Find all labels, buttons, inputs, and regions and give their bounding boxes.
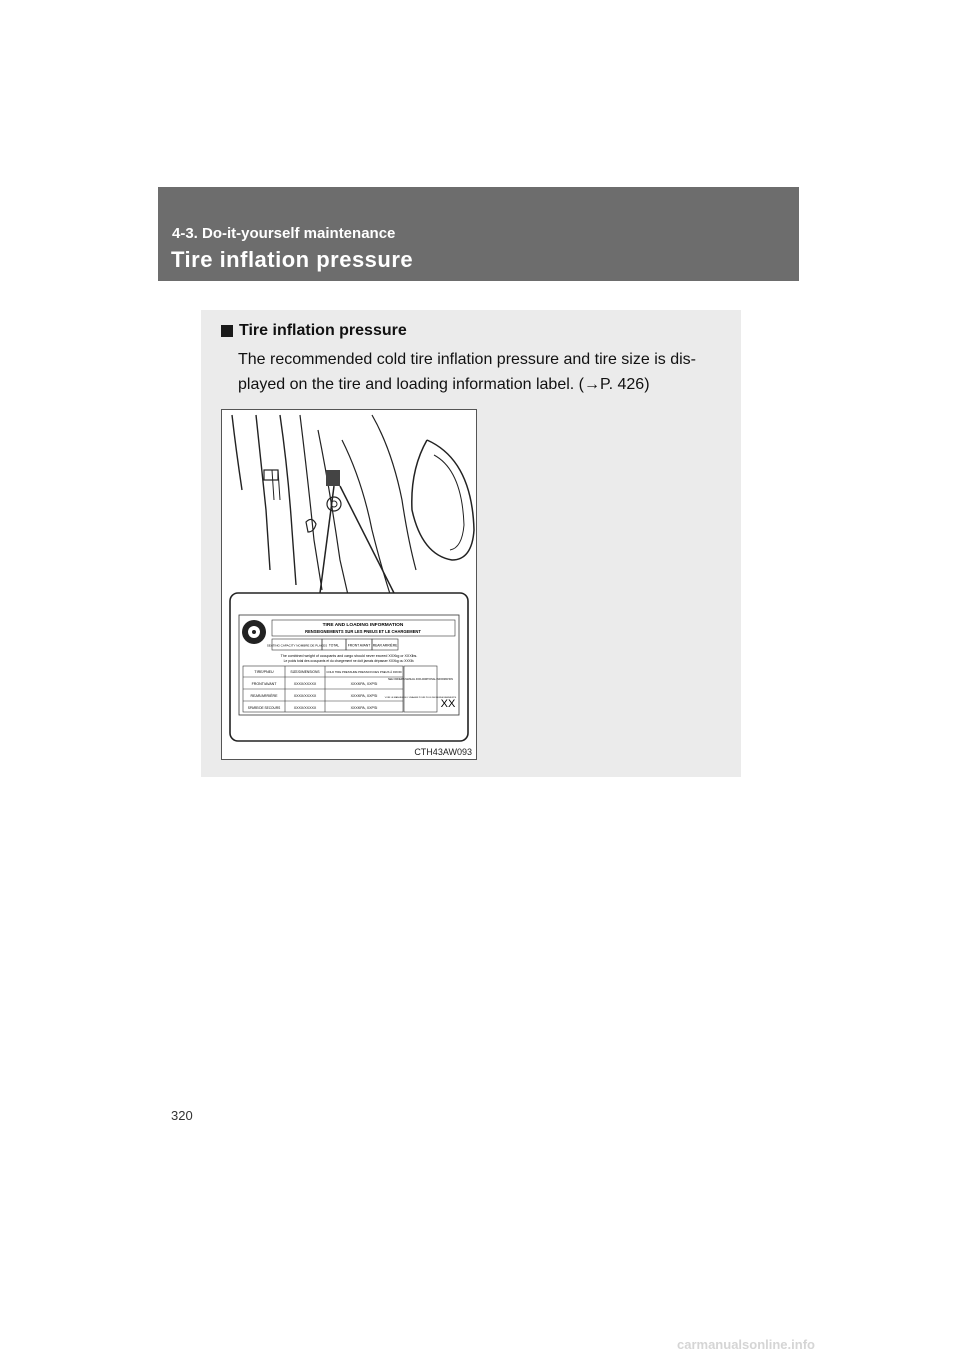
label-combined-en: The combined weight of occupants and cargo should never exceed XXXkg or XXXlbs. xyxy=(280,654,418,658)
page-number: 320 xyxy=(171,1108,193,1123)
label-size-spare: XXXX/XXXXX xyxy=(293,706,317,710)
label-seating: SEATING CAPACITY NOMBRE DE PLACES xyxy=(266,643,328,648)
heading-text: Tire inflation pressure xyxy=(239,322,407,339)
square-bullet-icon xyxy=(221,325,233,337)
door-pillar-drawing xyxy=(222,410,476,759)
label-size-front: XXXX/XXXXX xyxy=(293,682,317,686)
label-title-fr: RENSEIGNEMENTS SUR LES PNEUS ET LE CHARGEMENT xyxy=(305,629,421,634)
label-col-pressure: COLD TIRE PRESSURE PRESSION DES PNEUS À FROID xyxy=(326,670,402,674)
label-row-spare: SPARE/DE SECOURS xyxy=(247,706,281,710)
label-manual-fr: VOIR LE MANUEL DE L'USAGER POUR PLUS DE RENSEIGNEMENTS xyxy=(384,697,457,699)
section-label: 4-3. Do-it-yourself maintenance xyxy=(172,225,396,242)
label-row-front: FRONT/AVANT xyxy=(251,682,277,686)
label-combined-fr: Le poids total des occupants et du chargement ne doit jamais dépasser XXXkg ou XXXlb. xyxy=(283,659,415,663)
footer-url[interactable]: carmanualsonline.info xyxy=(677,1337,815,1352)
label-manual-en: SEE OWNER'S MANUAL FOR ADDITIONAL INFORMATION xyxy=(388,678,453,681)
subsection-heading xyxy=(221,322,407,340)
label-pressure-rear: XXXKPA, XXPSI xyxy=(350,694,378,698)
label-front: FRONT AVANT xyxy=(347,643,371,648)
figure-code: CTH43AW093 xyxy=(414,747,472,757)
label-total: TOTAL xyxy=(328,643,340,648)
label-size-rear: XXXX/XXXXX xyxy=(293,694,317,698)
label-col-size: SIZE/DIMENSIONS xyxy=(290,670,320,674)
body-paragraph: The recommended cold tire inflation pressure and tire size is dis-played on the tire and loading information label. (→P. 426) xyxy=(238,351,696,393)
label-title-en: TIRE AND LOADING INFORMATION xyxy=(322,623,404,628)
page-title: Tire inflation pressure xyxy=(171,247,414,272)
label-pressure-front: XXXKPA, XXPSI xyxy=(350,682,378,686)
content-box xyxy=(201,310,741,777)
tire-label-illustration xyxy=(221,409,477,760)
label-pressure-spare: XXXKPA, XXPSI xyxy=(350,706,378,710)
label-mark: XX xyxy=(440,698,456,710)
label-col-tire: TIRE/PNEU xyxy=(254,670,274,674)
header-band xyxy=(158,187,799,281)
label-rear: REAR ARRIÈRE xyxy=(372,643,398,648)
label-row-rear: REAR/ARRIÈRE xyxy=(250,694,278,698)
